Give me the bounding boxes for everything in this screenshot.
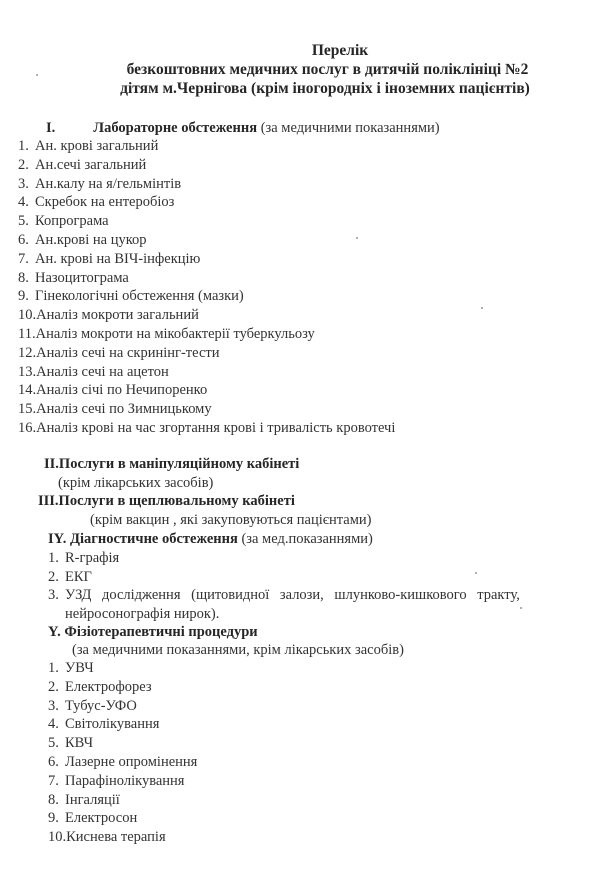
list-item-text: Лазерне опромінення	[65, 754, 198, 770]
section-5-heading	[48, 623, 258, 641]
list-item	[18, 175, 181, 193]
list-item-text: Киснева терапія	[66, 829, 166, 846]
list-item	[48, 734, 93, 752]
list-item-text: Тубус-УФО	[65, 697, 137, 714]
list-item-text: Ан.калу на я/гельмінтів	[35, 175, 182, 192]
list-item-number: 4.	[18, 194, 29, 211]
list-item-text: Скребок на ентеробіоз	[35, 194, 175, 211]
list-item-text: Аналіз сечі по Зимницькому	[36, 401, 212, 418]
list-item-text: Ан.крові на цукор	[35, 232, 147, 248]
section-5-note: (за медичними показаннями, крім лікарських засобів)	[72, 642, 404, 658]
list-item-text: Аналіз сечі на ацетон	[36, 363, 169, 380]
list-item	[48, 772, 184, 790]
list-item-text: Інгаляції	[65, 791, 120, 808]
section-2-note: (крім лікарських засобів)	[58, 475, 214, 491]
list-item	[18, 193, 174, 211]
scan-speck	[356, 237, 358, 239]
scan-speck	[481, 307, 483, 309]
list-item	[18, 400, 212, 418]
list-item	[18, 363, 169, 381]
section-4-note: (за мед.показаннями)	[241, 531, 373, 547]
list-item-number: 2.	[18, 156, 29, 173]
list-item-number: 7.	[48, 772, 59, 789]
section-1-heading	[46, 119, 440, 137]
list-item-text: ЕКГ	[65, 568, 92, 585]
list-item-number: 5.	[18, 213, 29, 230]
section-3-note: (крім вакцин , які закуповуються пацієнтами)	[90, 512, 372, 528]
list-item-text: Ан. крові на ВІЧ-інфекцію	[35, 250, 201, 267]
list-item	[18, 231, 147, 249]
list-item-text: Аналіз сечі на скринінг-тести	[36, 344, 220, 361]
list-item	[18, 306, 199, 324]
list-item	[48, 659, 94, 677]
list-item-number: 3.	[48, 587, 59, 604]
list-item-text: R-графія	[65, 550, 120, 566]
list-item	[18, 250, 200, 268]
list-item-number: 5.	[48, 735, 59, 752]
list-item-number: 10.	[48, 829, 67, 846]
list-item	[48, 678, 152, 696]
list-item	[48, 549, 119, 567]
list-item	[48, 568, 92, 586]
document-title: Перелік	[311, 42, 369, 59]
list-item	[48, 828, 166, 846]
list-item-number: 13.	[18, 363, 37, 380]
list-item-text: Аналіз мокроти загальний	[36, 307, 199, 324]
list-item-number: 3.	[48, 697, 59, 714]
list-item-text: Гінекологічні обстеження (мазки)	[35, 288, 244, 305]
document-subtitle-line-2: дітям м.Чернігова (крім іногородніх і іноземних пацієнтів)	[120, 80, 530, 97]
list-item-number: 7.	[18, 250, 29, 267]
list-item-text: Аналіз мокроти на мікобактерії туберкульозу	[35, 326, 315, 342]
list-item-number: 1.	[48, 660, 59, 676]
list-item-number: 1.	[48, 550, 59, 566]
scan-speck	[475, 572, 477, 574]
list-item-text: УВЧ	[65, 660, 94, 676]
list-item-text: Аналіз крові на час згортання крові і тривалість кровотечі	[36, 420, 396, 436]
list-item	[18, 344, 219, 362]
section-1-title: Лабораторне обстеження	[93, 120, 258, 136]
list-item-number: 8.	[48, 791, 59, 808]
section-4-title: Діагностичне обстеження	[70, 531, 238, 547]
list-item-number: 2.	[48, 678, 59, 695]
list-item-text: нейросонографія нирок).	[65, 605, 220, 622]
list-item	[18, 269, 129, 287]
list-item-text: Ан. крові загальний	[35, 138, 159, 154]
list-item-number: 11.	[18, 326, 36, 342]
list-item-number: 6.	[48, 754, 59, 770]
list-item	[18, 156, 146, 174]
list-item-text: Ан.сечі загальний	[35, 156, 147, 173]
list-item	[48, 753, 197, 771]
list-item-text: Копрограма	[35, 213, 109, 230]
section-5-numeral: Y.	[48, 624, 61, 640]
list-item	[18, 212, 109, 230]
list-item	[48, 809, 137, 827]
list-item-number: 15.	[18, 401, 37, 418]
list-item-text: Електрофорез	[65, 678, 152, 695]
section-4-numeral: IY.	[48, 531, 67, 547]
list-item-number: 9.	[18, 288, 29, 305]
list-item	[48, 791, 120, 809]
section-3-heading: III.Послуги в щеплювальному кабінеті	[38, 493, 295, 509]
list-item-number: 10.	[18, 307, 37, 324]
scan-speck	[520, 607, 522, 609]
list-item-text: Світолікування	[65, 716, 160, 733]
list-item-number: 12.	[18, 344, 37, 361]
section-1-note: (за медичними показаннями)	[260, 120, 440, 136]
section-2-heading: II.Послуги в маніпуляційному кабінеті	[44, 456, 300, 472]
list-item-text: Парафінолікування	[65, 772, 185, 789]
list-item-text: Електросон	[65, 810, 138, 827]
scan-speck	[36, 74, 38, 76]
list-item-text: Назоцитограма	[35, 269, 129, 286]
list-item	[18, 325, 315, 343]
list-item-number: 16.	[18, 420, 37, 436]
section-1-numeral: I.	[46, 120, 56, 136]
list-item-text: Аналіз січі по Нечипоренко	[36, 382, 208, 399]
list-item-number: 9.	[48, 810, 59, 827]
list-item	[18, 137, 158, 155]
list-item-number: 3.	[18, 175, 29, 192]
list-item-number: 14.	[18, 382, 37, 399]
list-item-number: 2.	[48, 568, 59, 585]
list-item	[48, 586, 576, 604]
list-item-text: УЗД дослідження (щитовидної залози, шлунково-кишкового тракту,	[65, 587, 520, 604]
section-5-title: Фізіотерапевтичні процедури	[64, 624, 258, 640]
list-item-number: 8.	[18, 269, 29, 286]
list-item-text: КВЧ	[65, 735, 94, 752]
list-item	[18, 419, 395, 437]
list-item-number: 1.	[18, 138, 29, 154]
list-item	[18, 287, 244, 305]
list-item	[48, 605, 219, 623]
list-item-number: 6.	[18, 232, 29, 248]
list-item-number: 4.	[48, 716, 59, 733]
list-item	[18, 381, 207, 399]
document-subtitle-line-1: безкоштовних медичних послуг в дитячій поліклініці №2	[126, 61, 529, 78]
section-4-heading	[48, 530, 373, 548]
list-item	[48, 697, 137, 715]
list-item	[48, 715, 159, 733]
